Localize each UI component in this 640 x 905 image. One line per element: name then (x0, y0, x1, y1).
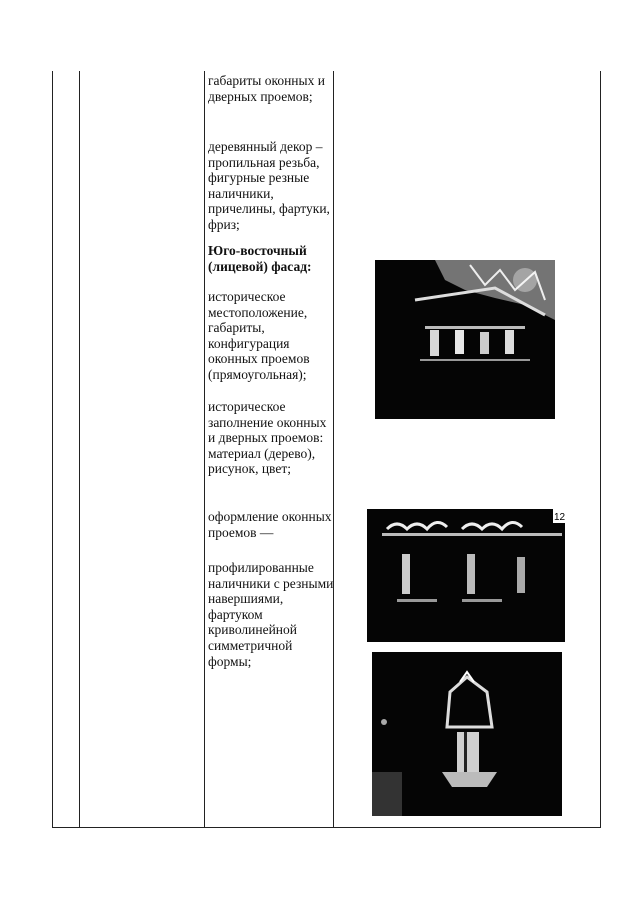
photo-number-label: 12 (554, 512, 565, 523)
table-column-divider-1 (79, 71, 80, 828)
protected-items-cell (208, 289, 336, 383)
protected-items-cell (208, 399, 336, 477)
table-column-divider-2 (204, 71, 205, 828)
protected-items-cell (208, 509, 336, 540)
item-wooden-decor: деревянный декор – пропильная резьба, фигурные резные наличники, причелины, фартуки, фриз; (208, 139, 330, 232)
window-detail-photo (372, 652, 562, 816)
item-window-design: оформление оконных проемов — (208, 509, 332, 540)
protected-items-cell (208, 139, 336, 233)
facade-heading: Юго-восточный (лицевой) фасад: (208, 243, 312, 274)
section-heading-southeast-facade (208, 243, 336, 274)
item-historic-location: историческое местоположение, габариты, конфигурация оконных проемов (прямоугольная); (208, 289, 310, 382)
table-border-right (600, 71, 601, 828)
item-profiled-trim: профилированные наличники с резными навершиями, фартуком криволинейной симметричной формы; (208, 560, 334, 669)
protected-items-cell (208, 73, 336, 104)
item-historic-filling: историческое заполнение оконных и дверных проемов: материал (дерево), рисунок, цвет; (208, 399, 327, 477)
item-dimensions-openings: габариты оконных и дверных проемов; (208, 73, 325, 104)
table-border-left (52, 71, 53, 828)
protected-items-cell (208, 560, 336, 669)
facade-photo (375, 260, 555, 419)
windows-photo (367, 509, 565, 642)
table-bottom-border (52, 827, 600, 828)
